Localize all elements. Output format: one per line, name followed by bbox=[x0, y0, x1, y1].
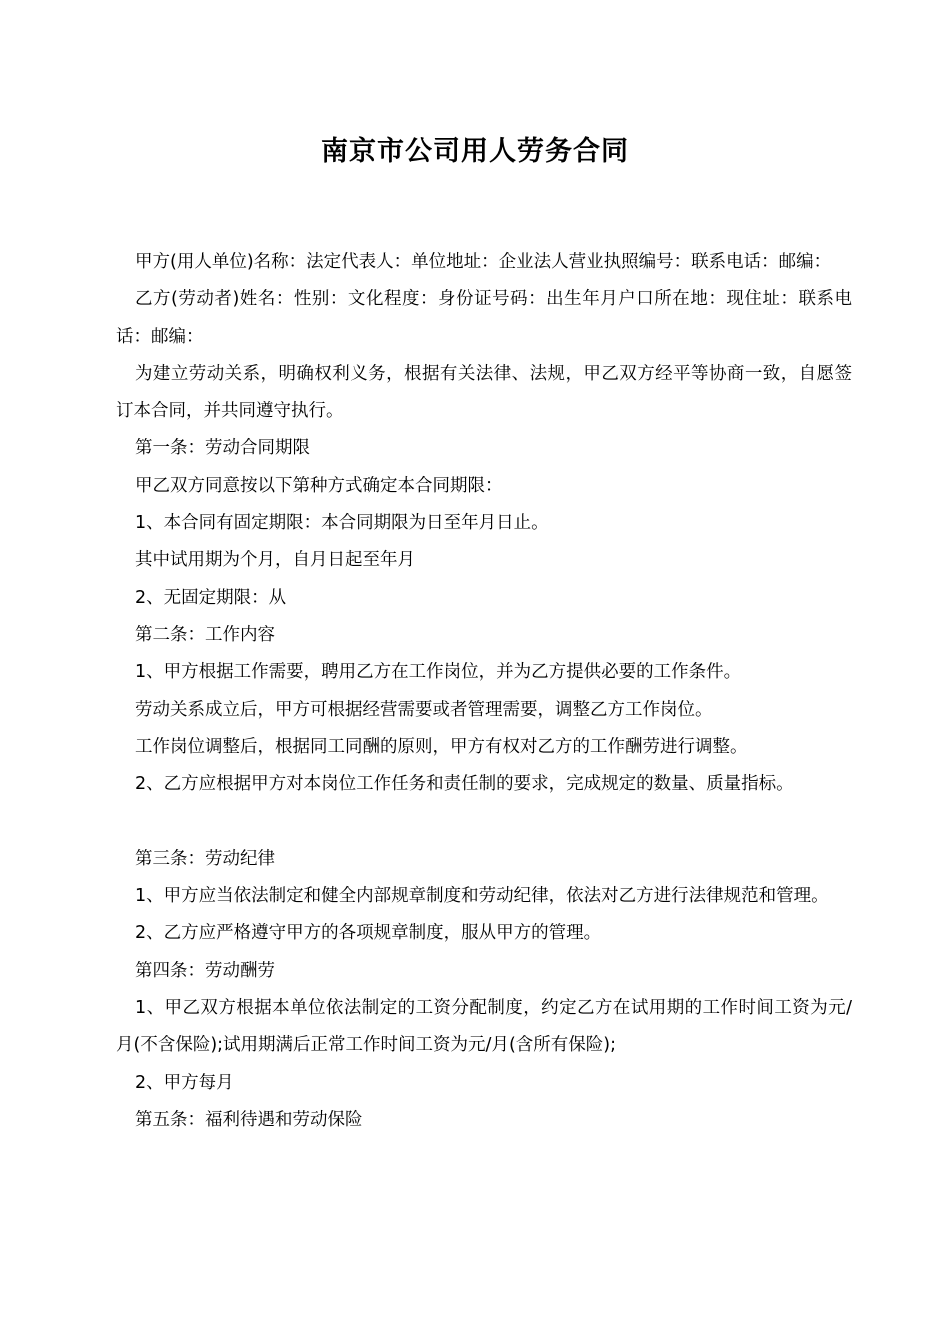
article-3-heading: 第三条：劳动纪律 bbox=[135, 848, 275, 869]
party-a-info: 甲方(用人单位)名称：法定代表人：单位地址：企业法人营业执照编号：联系电话：邮编： bbox=[135, 252, 832, 272]
article-2-adjustment: 劳动关系成立后，甲方可根据经营需要或者管理需要，调整乙方工作岗位。 bbox=[135, 699, 713, 720]
article-4-heading: 第四条：劳动酬劳 bbox=[135, 960, 275, 981]
blank-line bbox=[116, 803, 852, 840]
article-3-item-1: 1、甲方应当依法制定和健全内部规章制度和劳动纪律，依法对乙方进行法律规范和管理。 bbox=[135, 886, 829, 907]
article-1-item-1: 1、本合同有固定期限：本合同期限为日至年月日止。 bbox=[135, 513, 549, 534]
article-2-heading: 第二条：工作内容 bbox=[135, 624, 275, 645]
document-title: 南京市公司用人劳务合同 bbox=[321, 136, 629, 167]
article-4-item-1: 1、甲乙双方根据本单位依法制定的工资分配制度，约定乙方在试用期的工作时间工资为元/月(不含保险);试用期满后正常工作时间工资为元/月(含所有保险); bbox=[116, 997, 852, 1056]
article-1-item-2: 2、无固定期限：从 bbox=[135, 587, 287, 608]
article-4-item-2: 2、甲方每月 bbox=[135, 1072, 234, 1093]
party-b-info: 乙方(劳动者)姓名：性别：文化程度：身份证号码：出生年月户口所在地：现住址：联系电话：邮编： bbox=[116, 289, 852, 347]
article-1-probation: 其中试用期为个月，自月日起至年月 bbox=[135, 550, 415, 571]
preamble: 为建立劳动关系，明确权利义务，根据有关法律、法规，甲乙双方经平等协商一致，自愿签订本合同，并共同遵守执行。 bbox=[116, 363, 852, 422]
article-2-item-2: 2、乙方应根据甲方对本岗位工作任务和责任制的要求，完成规定的数量、质量指标。 bbox=[135, 774, 794, 795]
article-3-item-2: 2、乙方应严格遵守甲方的各项规章制度，服从甲方的管理。 bbox=[135, 923, 602, 944]
article-1-heading: 第一条：劳动合同期限 bbox=[135, 438, 310, 459]
article-1-intro: 甲乙双方同意按以下第种方式确定本合同期限： bbox=[135, 475, 503, 496]
document-body bbox=[116, 244, 852, 1139]
article-2-item-1: 1、甲方根据工作需要，聘用乙方在工作岗位，并为乙方提供必要的工作条件。 bbox=[135, 662, 742, 683]
article-5-heading: 第五条：福利待遇和劳动保险 bbox=[135, 1109, 363, 1130]
article-2-pay-adjustment: 工作岗位调整后，根据同工同酬的原则，甲方有权对乙方的工作酬劳进行调整。 bbox=[135, 736, 748, 757]
